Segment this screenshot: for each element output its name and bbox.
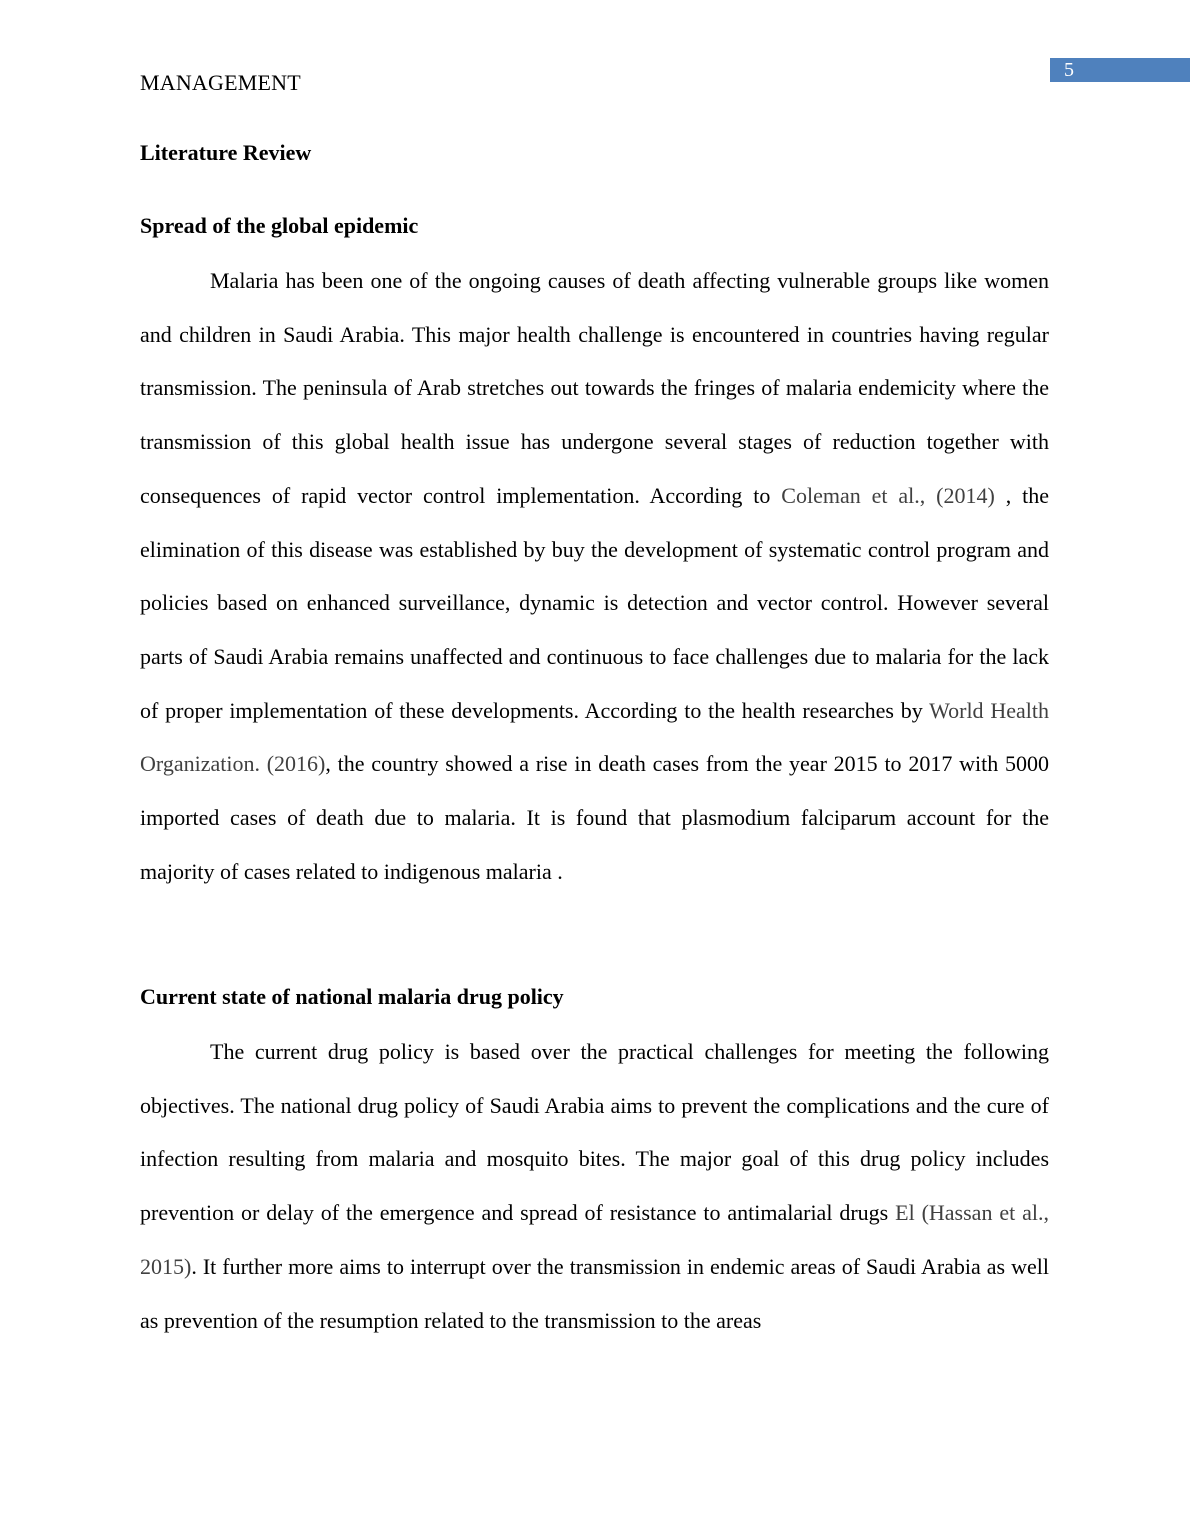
paragraph-drug-policy [140, 1025, 1049, 1347]
citation-hassan: El (Hassan et al., 2015) [140, 1200, 1049, 1279]
paragraph-spread-epidemic [140, 254, 1049, 898]
running-head: MANAGEMENT [140, 70, 301, 95]
heading-literature-review: Literature Review [140, 140, 312, 165]
heading-drug-policy: Current state of national malaria drug policy [140, 984, 564, 1009]
paragraph-text: The current drug policy is based over the practical challenges for meeting the following objectives. The national drug policy of Saudi Arabia aims to prevent the complications and the cure of infection resulting from malaria and mosquito bites. The major goal of this drug policy includes prevention or delay of the emergence and spread of resistance to antimalarial drugs [140, 1039, 1049, 1226]
page-number: 5 [1050, 58, 1190, 82]
heading-spread-epidemic: Spread of the global epidemic [140, 213, 419, 238]
paragraph-text: , the elimination of this disease was established by buy the development of systematic control program and policies based on enhanced surveillance, dynamic is detection and vector control. However several parts of Saudi Arabia remains unaffected and continuous to face challenges due to malaria for the lack of proper implementation of these developments. According to the health researches by [140, 482, 1049, 723]
citation-coleman: Coleman et al., (2014) [781, 482, 995, 508]
paragraph-text: , the country showed a rise in death cases from the year 2015 to 2017 with 5000 imported cases of death due to malaria. It is found that plasmodium falciparum account for the majority of cases related to indigenous malaria . [140, 751, 1049, 884]
paragraph-text: . It further more aims to interrupt over the transmission in endemic areas of Saudi Arabia as well as prevention of the resumption related to the transmission to the areas [140, 1253, 1049, 1333]
citation-who: World Health Organization. (2016) [140, 697, 1049, 777]
paragraph-text: Malaria has been one of the ongoing causes of death affecting vulnerable groups like women and children in Saudi Arabia. This major health challenge is encountered in countries having regular transmission. The peninsula of Arab stretches out towards the fringes of malaria endemicity where the transmission of this global health issue has undergone several stages of reduction together with consequences of rapid vector control implementation. According to [140, 268, 1049, 508]
